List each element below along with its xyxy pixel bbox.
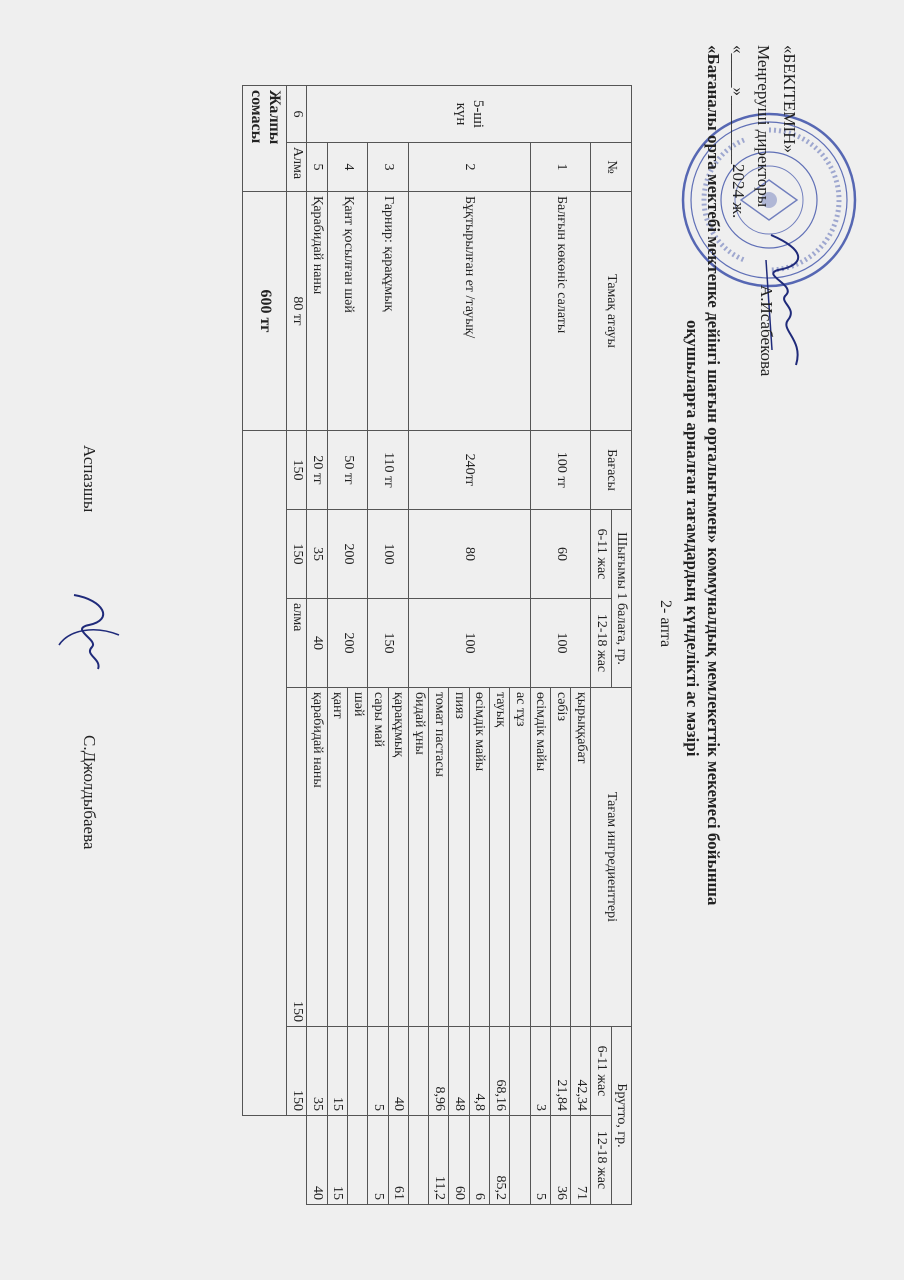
dish-number: 4 xyxy=(327,143,368,192)
dish-name: Балғын көкөніс салаты xyxy=(530,192,591,431)
brutto-6-11 xyxy=(408,1027,428,1116)
brutto-6-11: 4,8 xyxy=(469,1027,489,1116)
header-portion-6-11: 6-11 жас xyxy=(591,510,611,599)
brutto-6-11: 15 xyxy=(327,1027,347,1116)
day-label-cell: 5-ші күн xyxy=(307,86,632,143)
brutto-6-11: 40 xyxy=(388,1027,408,1116)
dish-number: 3 xyxy=(368,143,409,192)
total-row xyxy=(243,86,287,1205)
portion-6-11: 60 xyxy=(530,510,591,599)
ingredient-name: сары май xyxy=(368,688,388,1027)
brutto-6-11: 3 xyxy=(530,1027,550,1116)
header-dish: Тамақ атауы xyxy=(591,192,632,431)
portion-12-18: 150 xyxy=(368,599,409,688)
portion-12-18: 200 xyxy=(327,599,368,688)
dish-number: 2 xyxy=(408,143,530,192)
header-brutto-12-18: 12-18 жас xyxy=(591,1116,611,1205)
brutto-12-18: 71 xyxy=(571,1116,591,1205)
brutto-12-18: 85,2 xyxy=(490,1116,510,1205)
brutto-6-11: 8,96 xyxy=(429,1027,449,1116)
table-header-row xyxy=(611,86,631,1205)
ingredient-name: шәй xyxy=(348,688,368,1027)
brutto-6-11: 42,34 xyxy=(571,1027,591,1116)
portion-12-18: 100 xyxy=(530,599,591,688)
portion-6-11: 35 xyxy=(307,510,327,599)
dish-price: 80 тг xyxy=(287,192,307,431)
header-brutto: Брутто, гр. xyxy=(611,1027,631,1205)
table-row xyxy=(307,86,327,1205)
header-ingredients: Тағам ингредиенттері xyxy=(591,688,632,1027)
signature-footer xyxy=(34,445,124,945)
week-label: 2- апта xyxy=(657,600,674,648)
approval-date: «____»________2024 ж. xyxy=(729,45,748,219)
dish-number: 5 xyxy=(307,143,327,192)
portion-6-11: 200 xyxy=(327,510,368,599)
table-row xyxy=(388,86,408,1205)
brutto-12-18: 11,2 xyxy=(429,1116,449,1205)
ingredient-name: тауық xyxy=(490,688,510,1027)
table-row xyxy=(571,86,591,1205)
brutto-6-11: 21,84 xyxy=(550,1027,570,1116)
school-name-line: «Бағаналы орта мектебі мектепке дейінгі шағын орталығымен» коммуналдық мемлекеттік мекемесі бойынша xyxy=(704,45,723,906)
brutto-12-18: 6 xyxy=(469,1116,489,1205)
ingredient-name: қырыққабат xyxy=(571,688,591,1027)
brutto-12-18: 60 xyxy=(449,1116,469,1205)
portion-12-18: 150 xyxy=(287,510,307,599)
dish-number: 1 xyxy=(530,143,591,192)
table-row xyxy=(287,86,307,1205)
portion-6-11: 100 xyxy=(368,510,409,599)
dish-price: 50 тг xyxy=(327,431,368,510)
cook-label: Аспазшы xyxy=(80,445,99,513)
dish-name: Қант қосылған шәй xyxy=(327,192,368,431)
dish-price: 240тг xyxy=(408,431,530,510)
ingredient-name: қарақұмық xyxy=(388,688,408,1027)
table-row xyxy=(348,86,368,1205)
brutto-12-18 xyxy=(348,1116,368,1205)
dish-name: Қарабидай наны xyxy=(307,192,327,431)
brutto-6-11 xyxy=(510,1027,530,1116)
ingredient-name: сәбіз xyxy=(550,688,570,1027)
brutto-6-11 xyxy=(348,1027,368,1116)
brutto-6-11: 5 xyxy=(368,1027,388,1116)
cook-signature xyxy=(54,585,124,675)
brutto-12-18: 61 xyxy=(388,1116,408,1205)
portion-6-11: 150 xyxy=(287,431,307,510)
ingredient-name: алма xyxy=(287,599,307,688)
dish-price: 20 тг xyxy=(307,431,327,510)
brutto-12-18: 40 xyxy=(307,1116,327,1205)
portion-12-18: 100 xyxy=(408,599,530,688)
cook-name: С.Джолдыбаева xyxy=(80,735,99,850)
brutto-12-18 xyxy=(510,1116,530,1205)
brutto-12-18: 150 xyxy=(287,1027,307,1116)
brutto-6-11: 48 xyxy=(449,1027,469,1116)
portion-6-11: 80 xyxy=(408,510,530,599)
header-number: № xyxy=(591,143,632,192)
total-empty-cell xyxy=(243,431,287,1116)
manager-name: А.Исабекова xyxy=(757,285,776,377)
brutto-6-11: 68,16 xyxy=(490,1027,510,1116)
dish-price: 100 тг xyxy=(530,431,591,510)
brutto-6-11: 150 xyxy=(287,688,307,1027)
brutto-6-11: 35 xyxy=(307,1027,327,1116)
dish-number: 6 xyxy=(287,86,307,143)
brutto-12-18: 15 xyxy=(327,1116,347,1205)
header-portion: Шығымы 1 балаға, гр. xyxy=(611,510,631,688)
ingredient-name: қарабидай наны xyxy=(307,688,327,1027)
brutto-12-18: 5 xyxy=(368,1116,388,1205)
dish-name: Гарнир: қарақұмық xyxy=(368,192,409,431)
table-row xyxy=(510,86,530,1205)
portion-12-18: 40 xyxy=(307,599,327,688)
ingredient-name: бидай ұны xyxy=(408,688,428,1027)
dish-name: Алма xyxy=(287,143,307,192)
ingredient-name: қант xyxy=(327,688,347,1027)
brutto-12-18 xyxy=(408,1116,428,1205)
ingredient-name: ас тұз xyxy=(510,688,530,1027)
brutto-12-18: 36 xyxy=(550,1116,570,1205)
total-value: 600 тг xyxy=(243,192,287,431)
document-title: оқушыларға арналған тағамдардың күнделікті ас мәзірі xyxy=(683,320,702,757)
total-label: Жалпы сомасы xyxy=(243,86,287,192)
ingredient-name: пияз xyxy=(449,688,469,1027)
approval-heading: «БЕКІТЕМІН» xyxy=(780,45,799,153)
header-portion-12-18: 12-18 жас xyxy=(591,599,611,688)
ingredient-name: томат пастасы xyxy=(429,688,449,1027)
dish-price: 110 тг xyxy=(368,431,409,510)
header-price: Бағасы xyxy=(591,431,632,510)
manager-title: Меңгеруші директоры xyxy=(754,45,773,208)
ingredient-name: өсімдік майы xyxy=(469,688,489,1027)
ingredient-name: өсімдік майы xyxy=(530,688,550,1027)
header-brutto-6-11: 6-11 жас xyxy=(591,1027,611,1116)
dish-name: Бұқтырылған ет /тауық/ xyxy=(408,192,530,431)
brutto-12-18: 5 xyxy=(530,1116,550,1205)
daily-menu-table xyxy=(242,85,632,1205)
